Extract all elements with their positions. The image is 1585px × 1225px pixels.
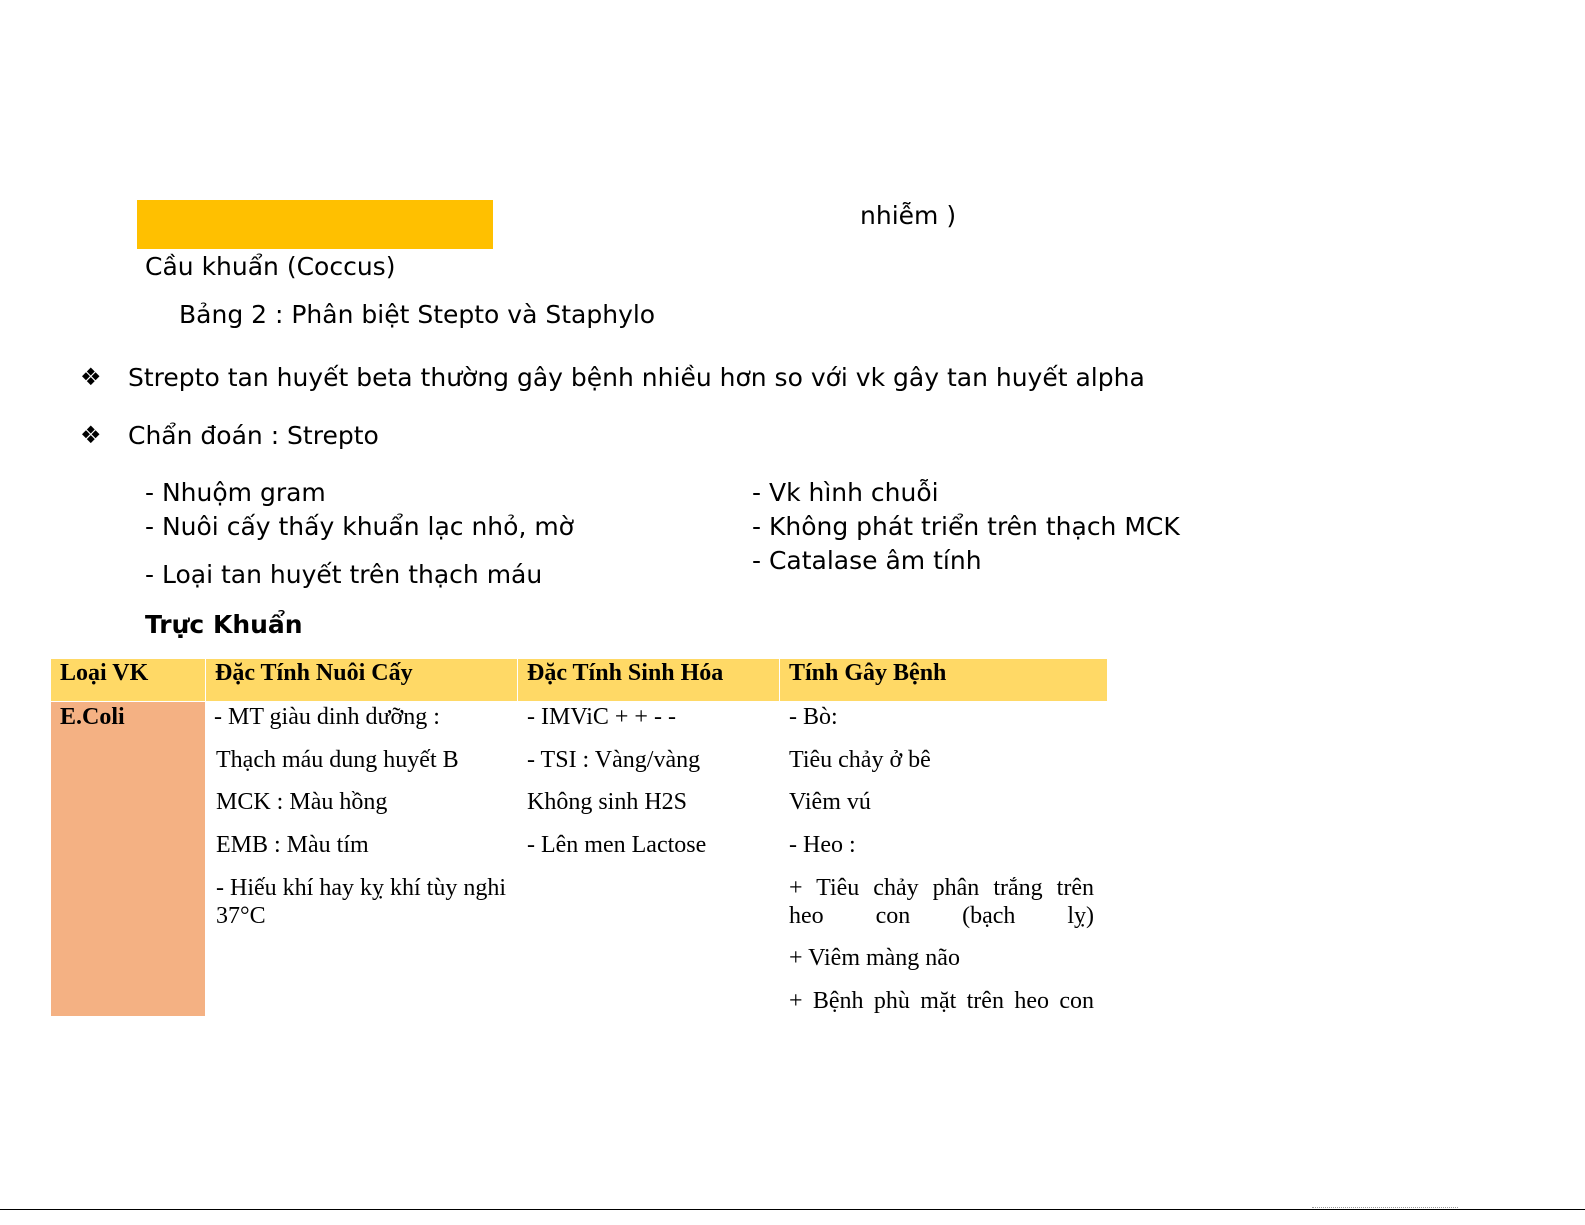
table-header-cell <box>51 659 205 701</box>
pathogenic-line: Viêm vú <box>789 789 871 815</box>
table-2-caption: Bảng 2 : Phân biệt Stepto và Staphylo <box>179 300 656 329</box>
header-label: Tính Gây Bệnh <box>789 660 947 686</box>
culture-line: MCK : Màu hồng <box>216 789 388 815</box>
table-header-cell <box>206 659 517 701</box>
culture-line: - MT giàu dinh dưỡng : <box>214 704 440 730</box>
culture-line: - Hiếu khí hay kỵ khí tùy nghi 37°C <box>216 875 506 929</box>
diagnosis-item: - Loại tan huyết trên thạch máu <box>145 560 543 589</box>
biochem-line: - IMViC + + - - <box>527 704 676 730</box>
diagnosis-item: - Vk hình chuỗi <box>752 478 939 507</box>
pathogenic-line: + Tiêu chảy phân trắng trên heo con (bạch lỵ) <box>789 875 1094 929</box>
header-label: Đặc Tính Nuôi Cấy <box>215 660 413 686</box>
pathogenic-line: - Heo : <box>789 832 856 858</box>
diagnosis-item: - Nuôi cấy thấy khuẩn lạc nhỏ, mờ <box>145 512 574 541</box>
pathogenic-line: + Viêm màng não <box>789 945 960 971</box>
header-label: Đặc Tính Sinh Hóa <box>527 660 724 686</box>
biochem-line: Không sinh H2S <box>527 789 688 815</box>
biochem-line: - Lên men Lactose <box>527 832 707 858</box>
bacilli-heading: Trực Khuẩn <box>145 610 303 639</box>
bacteria-name: E.Coli <box>60 704 125 730</box>
biochem-line: - TSI : Vàng/vàng <box>527 747 701 773</box>
culture-line: Thạch máu dung huyết B <box>216 747 459 773</box>
header-label: Loại VK <box>60 660 149 686</box>
cocci-heading: Cầu khuẩn (Coccus) <box>145 252 396 281</box>
top-text-fragment: nhiễm ) <box>860 201 957 230</box>
row-label-cell <box>51 702 205 1016</box>
pathogenic-line: - Bò: <box>789 704 838 730</box>
bacteria-table <box>51 659 1107 1016</box>
bullet-text: Strepto tan huyết beta thường gây bệnh nhiều hơn so với vk gây tan huyết alpha <box>128 363 1145 392</box>
highlight-bar <box>137 200 493 249</box>
culture-line: EMB : Màu tím <box>216 832 369 858</box>
diagnosis-item: - Catalase âm tính <box>752 546 982 575</box>
table-header-cell <box>780 659 1107 701</box>
diagnosis-item: - Nhuộm gram <box>145 478 326 507</box>
diamond-bullet-icon: ❖ <box>80 421 102 449</box>
page-bottom-mark <box>1312 1207 1458 1210</box>
diamond-bullet-icon: ❖ <box>80 363 102 391</box>
pathogenic-line: Tiêu chảy ở bê <box>789 747 931 773</box>
bullet-text: Chẩn đoán : Strepto <box>128 421 379 450</box>
table-header-cell <box>518 659 779 701</box>
pathogenic-line: + Bệnh phù mặt trên heo con <box>789 988 1094 1014</box>
diagnosis-item: - Không phát triển trên thạch MCK <box>752 512 1180 541</box>
